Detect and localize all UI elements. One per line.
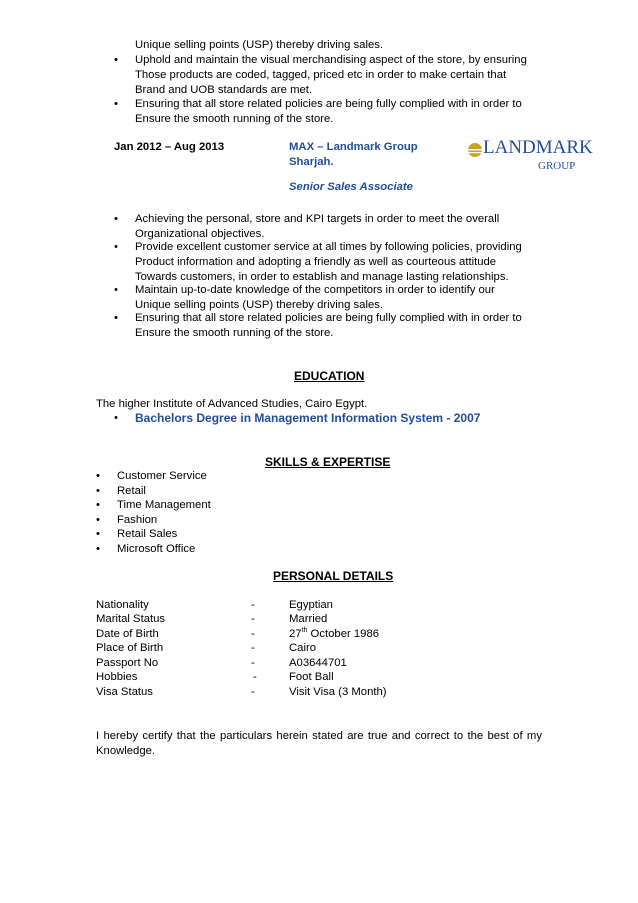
skill-text: Retail Sales (117, 528, 178, 540)
list-item-line: Ensuring that all store related policies are being fully complied with in order to (135, 312, 522, 324)
declaration-line: I hereby certify that the particulars herein stated are true and correct to the best of my (96, 730, 542, 742)
bullet-icon: • (114, 241, 118, 253)
bullet-icon: • (96, 470, 100, 482)
row-label: Nationality (96, 599, 149, 611)
skill-text: Retail (117, 485, 146, 497)
row-separator: - (251, 657, 255, 669)
bullet-icon: • (114, 284, 118, 296)
row-separator: - (251, 613, 255, 625)
list-item-line: Provide excellent customer service at all times by following policies, providing (135, 241, 522, 253)
education-heading: EDUCATION (294, 369, 365, 383)
bullet-icon: • (114, 54, 118, 66)
bullet-icon: • (96, 528, 100, 540)
row-value: Visit Visa (3 Month) (289, 686, 387, 698)
bullet-icon: • (114, 312, 118, 324)
row-value: 27th October 1986 (289, 627, 380, 640)
skill-text: Fashion (117, 514, 158, 526)
list-item-line: Ensure the smooth running of the store. (135, 113, 334, 125)
bullet-icon: • (96, 543, 100, 555)
job-company (289, 140, 418, 170)
company-location: Sharjah. (289, 156, 334, 168)
row-separator: - (251, 642, 255, 654)
company-name: MAX – Landmark Group (289, 141, 418, 153)
row-label: Hobbies (96, 671, 138, 683)
row-label: Date of Birth (96, 628, 159, 640)
declaration-line: Knowledge. (96, 745, 156, 757)
row-label: Passport No (96, 657, 159, 669)
list-item-line: Unique selling points (USP) thereby driving sales. (135, 299, 384, 311)
row-label: Visa Status (96, 686, 153, 698)
logo-text: LANDMARK (483, 137, 593, 158)
skills-heading: SKILLS & EXPERTISE (265, 455, 391, 469)
bullet-icon: • (114, 213, 118, 225)
row-separator: - (251, 686, 255, 698)
row-separator: - (251, 599, 255, 611)
row-label: Marital Status (96, 613, 166, 625)
list-item-line: Brand and UOB standards are met. (135, 84, 313, 96)
continuation-line: Unique selling points (USP) thereby driving sales. (135, 39, 384, 51)
list-item-line: Uphold and maintain the visual merchandising aspect of the store, by ensuring (135, 54, 527, 66)
skill-text: Customer Service (117, 470, 207, 482)
job-dates: Jan 2012 – Aug 2013 (114, 141, 225, 153)
row-value: Married (289, 613, 328, 625)
row-value: Foot Ball (289, 671, 334, 683)
degree-text: Bachelors Degree in Management Information System - 2007 (135, 411, 481, 425)
list-item-line: Ensure the smooth running of the store. (135, 327, 334, 339)
bullet-icon: • (96, 485, 100, 497)
declaration (96, 729, 542, 759)
list-item-line: Achieving the personal, store and KPI targets in order to meet the overall (135, 213, 500, 225)
row-value: Cairo (289, 642, 316, 654)
bullet-icon: • (96, 514, 100, 526)
row-value: A03644701 (289, 657, 347, 669)
row-separator: - (251, 628, 255, 640)
bullet-icon: • (114, 98, 118, 110)
logo-subtext: GROUP (538, 160, 576, 172)
list-item-line: Towards customers, in order to establish and manage lasting relationships. (135, 271, 509, 283)
list-item-line: Product information and adopting a friendly as well as courteous attitude (135, 256, 497, 268)
list-item-line: Maintain up-to-date knowledge of the competitors in order to identify our (135, 284, 495, 296)
job-title: Senior Sales Associate (289, 181, 413, 193)
row-value: Egyptian (289, 599, 333, 611)
personal-heading: PERSONAL DETAILS (273, 569, 394, 583)
bullet-icon: • (96, 499, 100, 511)
list-item-line: Ensuring that all store related policies are being fully complied with in order to (135, 98, 522, 110)
skill-text: Microsoft Office (117, 543, 196, 555)
landmark-logo (466, 137, 593, 172)
row-label: Place of Birth (96, 642, 164, 654)
list-item-line: Organizational objectives. (135, 228, 265, 240)
row-separator: - (253, 671, 257, 683)
education-institute: The higher Institute of Advanced Studies, Cairo Egypt. (96, 398, 368, 410)
skill-text: Time Management (117, 499, 211, 511)
list-item-line: Those products are coded, tagged, priced etc in order to make certain that (135, 69, 507, 81)
bullet-icon: • (114, 412, 118, 424)
